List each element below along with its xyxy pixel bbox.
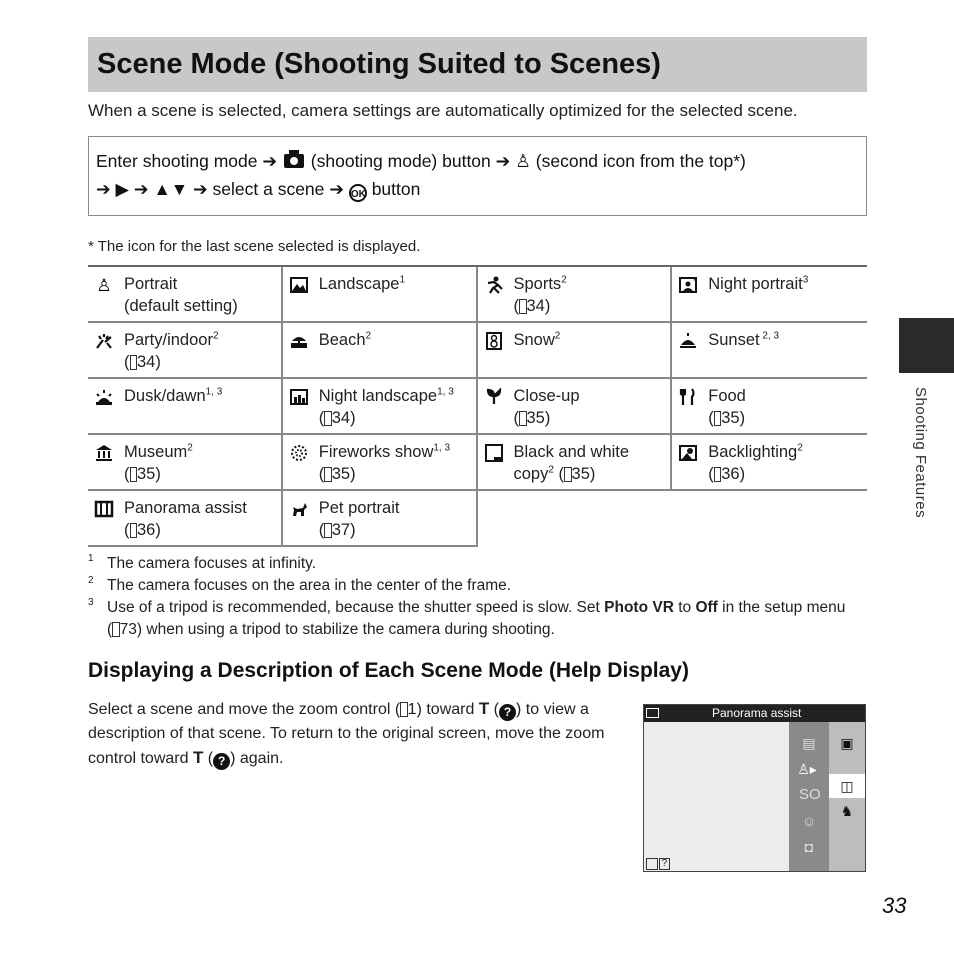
screen-title-bar: [644, 705, 865, 722]
landscape-icon: [289, 275, 309, 295]
arrow-icon: ➔: [329, 179, 344, 199]
ok-icon: OK: [349, 184, 367, 202]
scene-cell: [88, 323, 283, 379]
night-landscape-icon: [289, 387, 309, 407]
chapter-label: Shooting Features: [912, 387, 929, 519]
smart-portrait-icon: ☺: [801, 813, 817, 829]
footnote-3: 3 Use of a tripod is recommended, because the shutter speed is slow. Set Photo VR to Off in the setup menu ( 73) when using a tripod to stabilize the camera during shooting.: [88, 597, 846, 638]
scene-label-line2: ( 35): [318, 465, 356, 483]
bw-copy-icon: [484, 443, 504, 463]
scene-cell: [88, 435, 283, 491]
intro-text: When a scene is selected, camera settings are automatically optimized for the selected scene.: [88, 101, 798, 120]
help-icon: ?: [499, 704, 516, 721]
screen-help-hint: [646, 858, 671, 870]
scene-cell: [88, 267, 283, 323]
section-heading: Displaying a Description of Each Scene Mode (Help Display): [88, 659, 689, 682]
tele-t-icon: T: [478, 699, 490, 718]
scene-cell: [478, 267, 673, 323]
scene-cell: [283, 491, 478, 547]
scene-cell: [478, 323, 673, 379]
camera-icon: [284, 154, 304, 168]
scene-label-line2: ( 35): [708, 409, 746, 427]
scene-label: Food: [708, 387, 746, 405]
book-ref-icon: [130, 467, 138, 482]
procedure-line-1: Enter shooting mode ➔ (shooting mode) button ➔ ♙ (second icon from the top*): [96, 147, 859, 175]
help-icon: ?: [213, 753, 230, 770]
book-ref-icon: [564, 467, 572, 482]
scene-label-line2: copy$^2$ ( 35): [513, 464, 596, 483]
scene-label-line2: ( 36): [708, 465, 746, 483]
scene-label: Dusk/dawn$^{1, 3}$: [124, 386, 223, 405]
procedure-box: [88, 136, 867, 216]
book-ref-icon: [519, 411, 527, 426]
camera-icon: ◘: [804, 839, 814, 855]
svg-text:♙: ♙: [96, 276, 112, 295]
arrow-icon: ➔: [133, 179, 149, 199]
scene-label: Snow$^2$: [513, 330, 561, 349]
scene-mode-icon: [646, 708, 659, 718]
backlighting-icon: [678, 443, 698, 463]
scene-label: Night portrait$^3$: [708, 274, 809, 293]
book-ref-icon: [324, 523, 332, 538]
up-down-icon: ▲▼: [153, 179, 189, 199]
book-ref-icon: [714, 411, 722, 426]
portrait-icon: ♙: [515, 151, 531, 171]
scene-label: Fireworks show$^{1, 3}$: [318, 442, 451, 461]
chapter-tab: [899, 318, 954, 373]
screen-title: Panorama assist: [712, 706, 802, 720]
book-ref-icon: [324, 467, 332, 482]
scene-label: Backlighting$^2$: [708, 442, 803, 461]
book-ref-icon: [400, 702, 408, 717]
scene-cell: [672, 323, 867, 379]
scene-label: Close-up: [513, 387, 580, 405]
night-portrait-icon: [678, 275, 698, 295]
panorama-icon: ◫: [840, 778, 854, 794]
footnote-2: 2 The camera focuses on the area in the center of the frame.: [88, 575, 512, 594]
scene-label-line2: ( 34): [513, 297, 551, 315]
mode-menu-column: [789, 722, 829, 872]
arrow-icon: ➔: [192, 179, 208, 199]
panorama-icon: [94, 499, 114, 519]
close-up-icon: [484, 387, 504, 407]
scene-cell: [478, 435, 673, 491]
sunset-icon: [678, 331, 698, 351]
scene-label-line2: ( 35): [513, 409, 551, 427]
scene-label-line2: ( 34): [318, 409, 356, 427]
empty-cell: [672, 491, 867, 547]
easy-auto-icon: ▤: [802, 735, 816, 751]
arrow-icon: ➔: [96, 179, 111, 199]
sports-icon: [484, 275, 504, 295]
scene-cell: [672, 435, 867, 491]
footnote-1: 1 The camera focuses at infinity.: [88, 553, 317, 572]
portrait-icon: [94, 275, 114, 295]
scene-cell: [88, 491, 283, 547]
scene-row: [88, 379, 867, 435]
party-indoor-icon: [94, 331, 114, 351]
scene-cell: [478, 379, 673, 435]
help-paragraph: Select a scene and move the zoom control ( 1) toward T ( ? ) to view a description of that scene. To return to the original screen, move the zoom control toward T ( ? ) again.: [88, 699, 605, 768]
zoom-icon: [646, 858, 658, 870]
tele-t-icon: T: [192, 748, 204, 767]
title-bar: [88, 37, 867, 92]
food-icon: [678, 387, 698, 407]
book-ref-icon: [324, 411, 332, 426]
book-ref-icon: [130, 523, 138, 538]
page-title: Scene Mode (Shooting Suited to Scenes): [97, 48, 661, 80]
pet-portrait-icon: [289, 499, 309, 519]
scene-row: [88, 435, 867, 491]
scene-label: Beach$^2$: [318, 330, 372, 349]
scene-label: Sports$^2$: [513, 274, 567, 293]
fireworks-icon: [289, 443, 309, 463]
scene-row: [88, 491, 867, 547]
special-effects-icon: SO: [799, 786, 821, 803]
scene-label-line2: ( 37): [318, 521, 356, 539]
scene-row: [88, 323, 867, 379]
scene-label: Party/indoor$^2$: [124, 330, 219, 349]
scene-label: Pet portrait: [318, 499, 400, 517]
empty-cell: [478, 491, 673, 547]
camera-screen-illustration: [643, 704, 866, 872]
backlighting-icon: ▣: [840, 735, 854, 751]
book-ref-icon: [714, 467, 722, 482]
scene-label: Black and white: [513, 443, 630, 461]
svg-text:*: *: [693, 279, 696, 285]
scene-cell: [672, 379, 867, 435]
book-ref-icon: [130, 355, 138, 370]
scene-label-line2: (default setting): [124, 297, 238, 315]
dusk-dawn-icon: [94, 387, 114, 407]
pet-portrait-icon: ♞: [840, 803, 854, 819]
scene-label: Museum$^2$: [124, 442, 193, 461]
footnotes: [88, 553, 867, 641]
arrow-icon: ➔: [262, 151, 278, 171]
right-triangle-icon: ▶: [115, 179, 130, 199]
scene-label-line2: ( 36): [124, 521, 161, 539]
scene-label: Night landscape$^{1, 3}$: [318, 386, 454, 405]
scene-grid: [88, 265, 867, 547]
book-ref-icon: [112, 622, 120, 637]
scene-cell: [283, 323, 478, 379]
page-number: 33: [882, 893, 907, 918]
portrait-icon: ♙▸: [797, 761, 817, 777]
scene-cell: [283, 379, 478, 435]
scene-label-line2: ( 34): [124, 353, 161, 371]
book-ref-icon: [519, 299, 527, 314]
scene-label: Landscape$^1$: [318, 274, 406, 293]
scene-cell: [283, 435, 478, 491]
scene-label: Portrait: [124, 275, 178, 293]
snow-icon: [484, 331, 504, 351]
scene-label: Sunset $^{2, 3}$: [708, 330, 780, 349]
beach-icon: [289, 331, 309, 351]
scene-cell: [283, 267, 478, 323]
scene-label-line2: ( 35): [124, 465, 161, 483]
scene-submenu-column: [829, 722, 866, 872]
help-icon: ?: [659, 858, 671, 870]
arrow-icon: ➔: [495, 151, 511, 171]
museum-icon: [94, 443, 114, 463]
scene-label: Panorama assist: [124, 499, 247, 517]
scene-row: [88, 267, 867, 323]
scene-cell: [88, 379, 283, 435]
star-footnote: * The icon for the last scene selected is displayed.: [88, 238, 421, 255]
scene-cell: [672, 267, 867, 323]
procedure-line-2: ➔ ▶ ➔ ▲▼ ➔ select a scene ➔ OK button: [96, 175, 859, 203]
